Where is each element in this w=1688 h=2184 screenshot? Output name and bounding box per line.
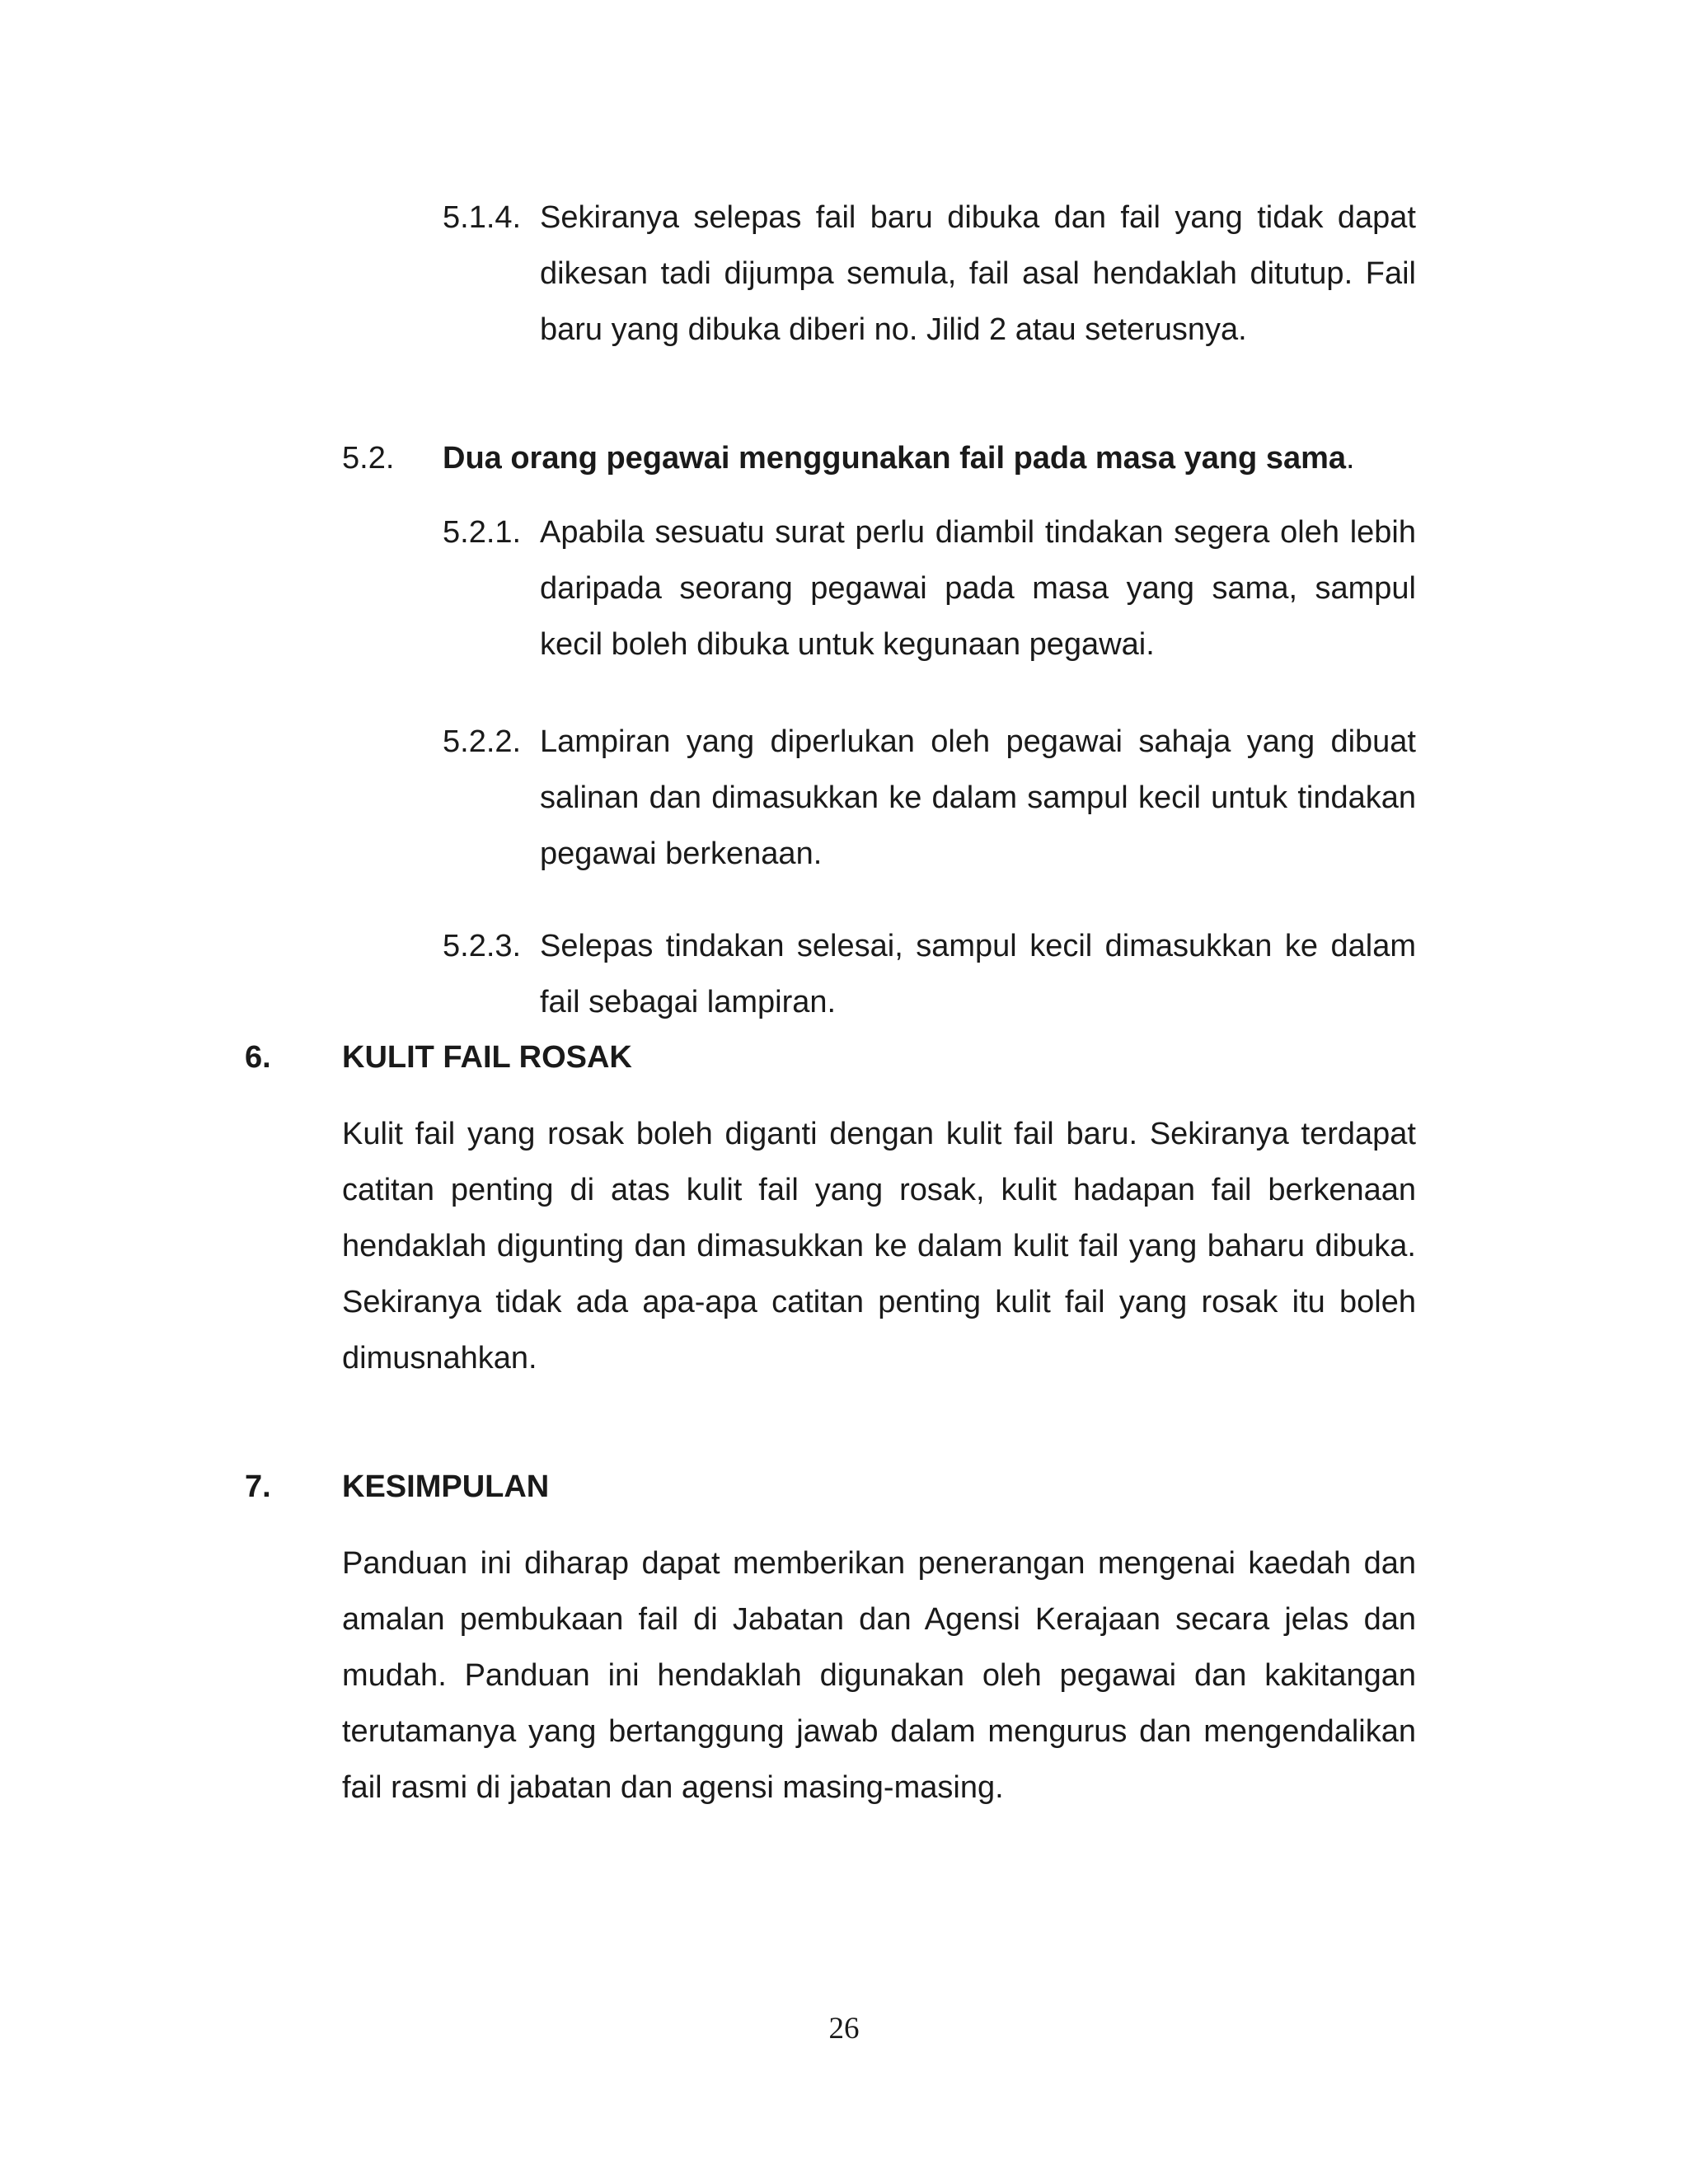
paragraph-5-2-3: Selepas tindakan selesai, sampul kecil dimasukkan ke dalam fail sebagai lampiran. xyxy=(540,929,1416,1019)
paragraph-5-1-4: Sekiranya selepas fail baru dibuka dan fail yang tidak dapat dikesan tadi dijumpa semula, fail asal hendaklah ditutup. Fail baru yang dibuka diberi no. Jilid 2 atau seterusnya. xyxy=(540,200,1416,347)
section-number-5-2-3: 5.2.3. xyxy=(443,929,522,963)
section-number-5-2: 5.2. xyxy=(342,441,395,476)
section-number-5-2-1: 5.2.1. xyxy=(443,515,522,550)
paragraph-5-2-1: Apabila sesuatu surat perlu diambil tindakan segera oleh lebih daripada seorang pegawai pada masa yang sama, sampul kecil boleh dibuka untuk kegunaan pegawai. xyxy=(540,515,1416,662)
section-heading-6: KULIT FAIL ROSAK xyxy=(342,1040,632,1075)
subsection-heading-5-2-text: Dua orang pegawai menggunakan fail pada masa yang sama xyxy=(443,441,1347,476)
page-number: 26 xyxy=(828,2012,860,2046)
section-heading-7: KESIMPULAN xyxy=(342,1469,550,1504)
subsection-heading-5-2-period: . xyxy=(1346,441,1355,476)
subsection-heading-5-2 xyxy=(443,430,1432,486)
section-number-6: 6. xyxy=(245,1040,271,1075)
section-number-5-2-2: 5.2.2. xyxy=(443,724,522,759)
paragraph-6: Kulit fail yang rosak boleh diganti dengan kulit fail baru. Sekiranya terdapat catitan penting di atas kulit fail yang rosak, kulit hadapan fail berkenaan hendaklah digunting dan dimasukkan ke dalam kulit fail yang baharu dibuka. Sekiranya tidak ada apa-apa catitan penting kulit fail yang rosak itu boleh dimusnahkan. xyxy=(342,1117,1416,1376)
section-number-5-1-4: 5.1.4. xyxy=(443,200,522,235)
paragraph-5-2-2: Lampiran yang diperlukan oleh pegawai sahaja yang dibuat salinan dan dimasukkan ke dalam sampul kecil untuk tindakan pegawai berkenaan. xyxy=(540,724,1416,871)
paragraph-7: Panduan ini diharap dapat memberikan penerangan mengenai kaedah dan amalan pembukaan fail di Jabatan dan Agensi Kerajaan secara jelas dan mudah. Panduan ini hendaklah digunakan oleh pegawai dan kakitangan terutamanya yang bertanggung jawab dalam mengurus dan mengendalikan fail rasmi di jabatan dan agensi masing-masing. xyxy=(342,1546,1416,1805)
section-number-7: 7. xyxy=(245,1469,271,1504)
